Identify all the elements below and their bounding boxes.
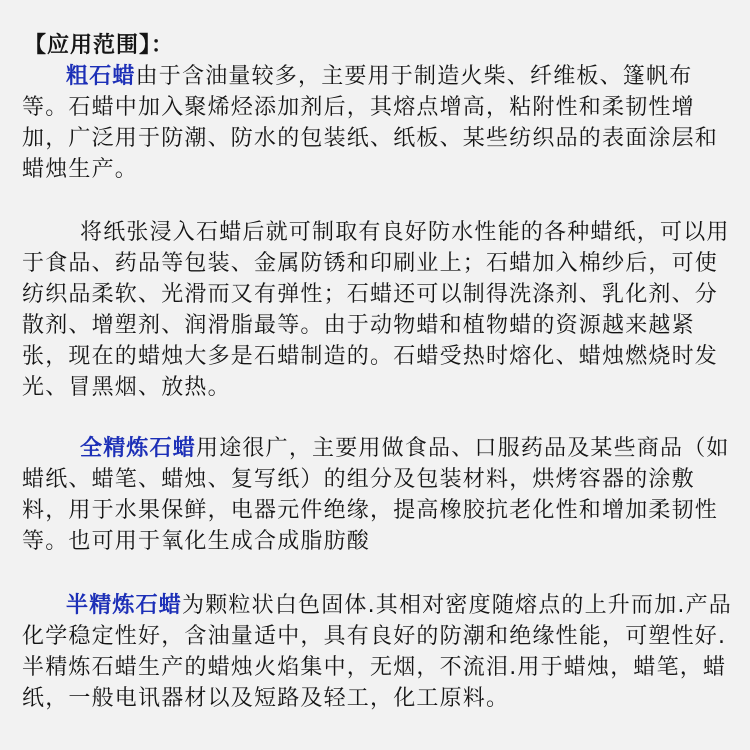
paragraph-text: 为颗粒状白色固体.其相对密度随熔点的上升而加.产品化学稳定性好，含油量适中，具有良好的防潮和绝缘性能，可塑性好.半精炼石蜡生产的蜡烛火焰集中，无烟，不流泪.用于蜡烛，蜡笔，蜡纸，一般电讯器材以及短路及轻工，化工原料。 <box>22 593 733 711</box>
keyword-semi-refined-paraffin: 半精炼石蜡 <box>66 593 183 618</box>
keyword-fully-refined-paraffin: 全精炼石蜡 <box>80 436 197 461</box>
paragraph-fully-refined-paraffin <box>22 433 734 557</box>
paragraph-text: 将纸张浸入石蜡后就可制取有良好防水性能的各种蜡纸，可以用于食品、药品等包装、金属防锈和印刷业上；石蜡加入棉纱后，可使纺织品柔软、光滑而又有弹性；石蜡还可以制得洗涤剂、乳化剂、分散剂、增塑剂、润滑脂最等。由于动物蜡和植物蜡的资源越来越紧张，现在的蜡烛大多是石蜡制造的。石蜡受热时熔化、蜡烛燃烧时发光、冒黑烟、放热。 <box>22 220 730 400</box>
paragraph-semi-refined-paraffin <box>22 590 734 714</box>
paragraph-text: 由于含油量较多，主要用于制造火柴、纤维板、篷帆布等。石蜡中加入聚烯烃添加剂后，其熔点增高，粘附性和柔韧性增加，广泛用于防潮、防水的包装纸、纸板、某些纺织品的表面涂层和蜡烛生产。 <box>22 64 719 182</box>
keyword-crude-paraffin: 粗石蜡 <box>66 64 136 89</box>
paragraph-wax-paper-uses <box>22 217 734 403</box>
paragraph-text: 用途很广，主要用做食品、口服药品及某些商品（如蜡纸、蜡笔、蜡烛、复写纸）的组分及包装材料，烘烤容器的涂敷料，用于水果保鲜，电器元件绝缘，提高橡胶抗老化性和增加柔韧性等。也可用于氧化生成合成脂肪酸 <box>22 436 730 554</box>
section-heading: 【应用范围】： <box>24 33 175 58</box>
paragraph-crude-paraffin <box>22 61 734 185</box>
